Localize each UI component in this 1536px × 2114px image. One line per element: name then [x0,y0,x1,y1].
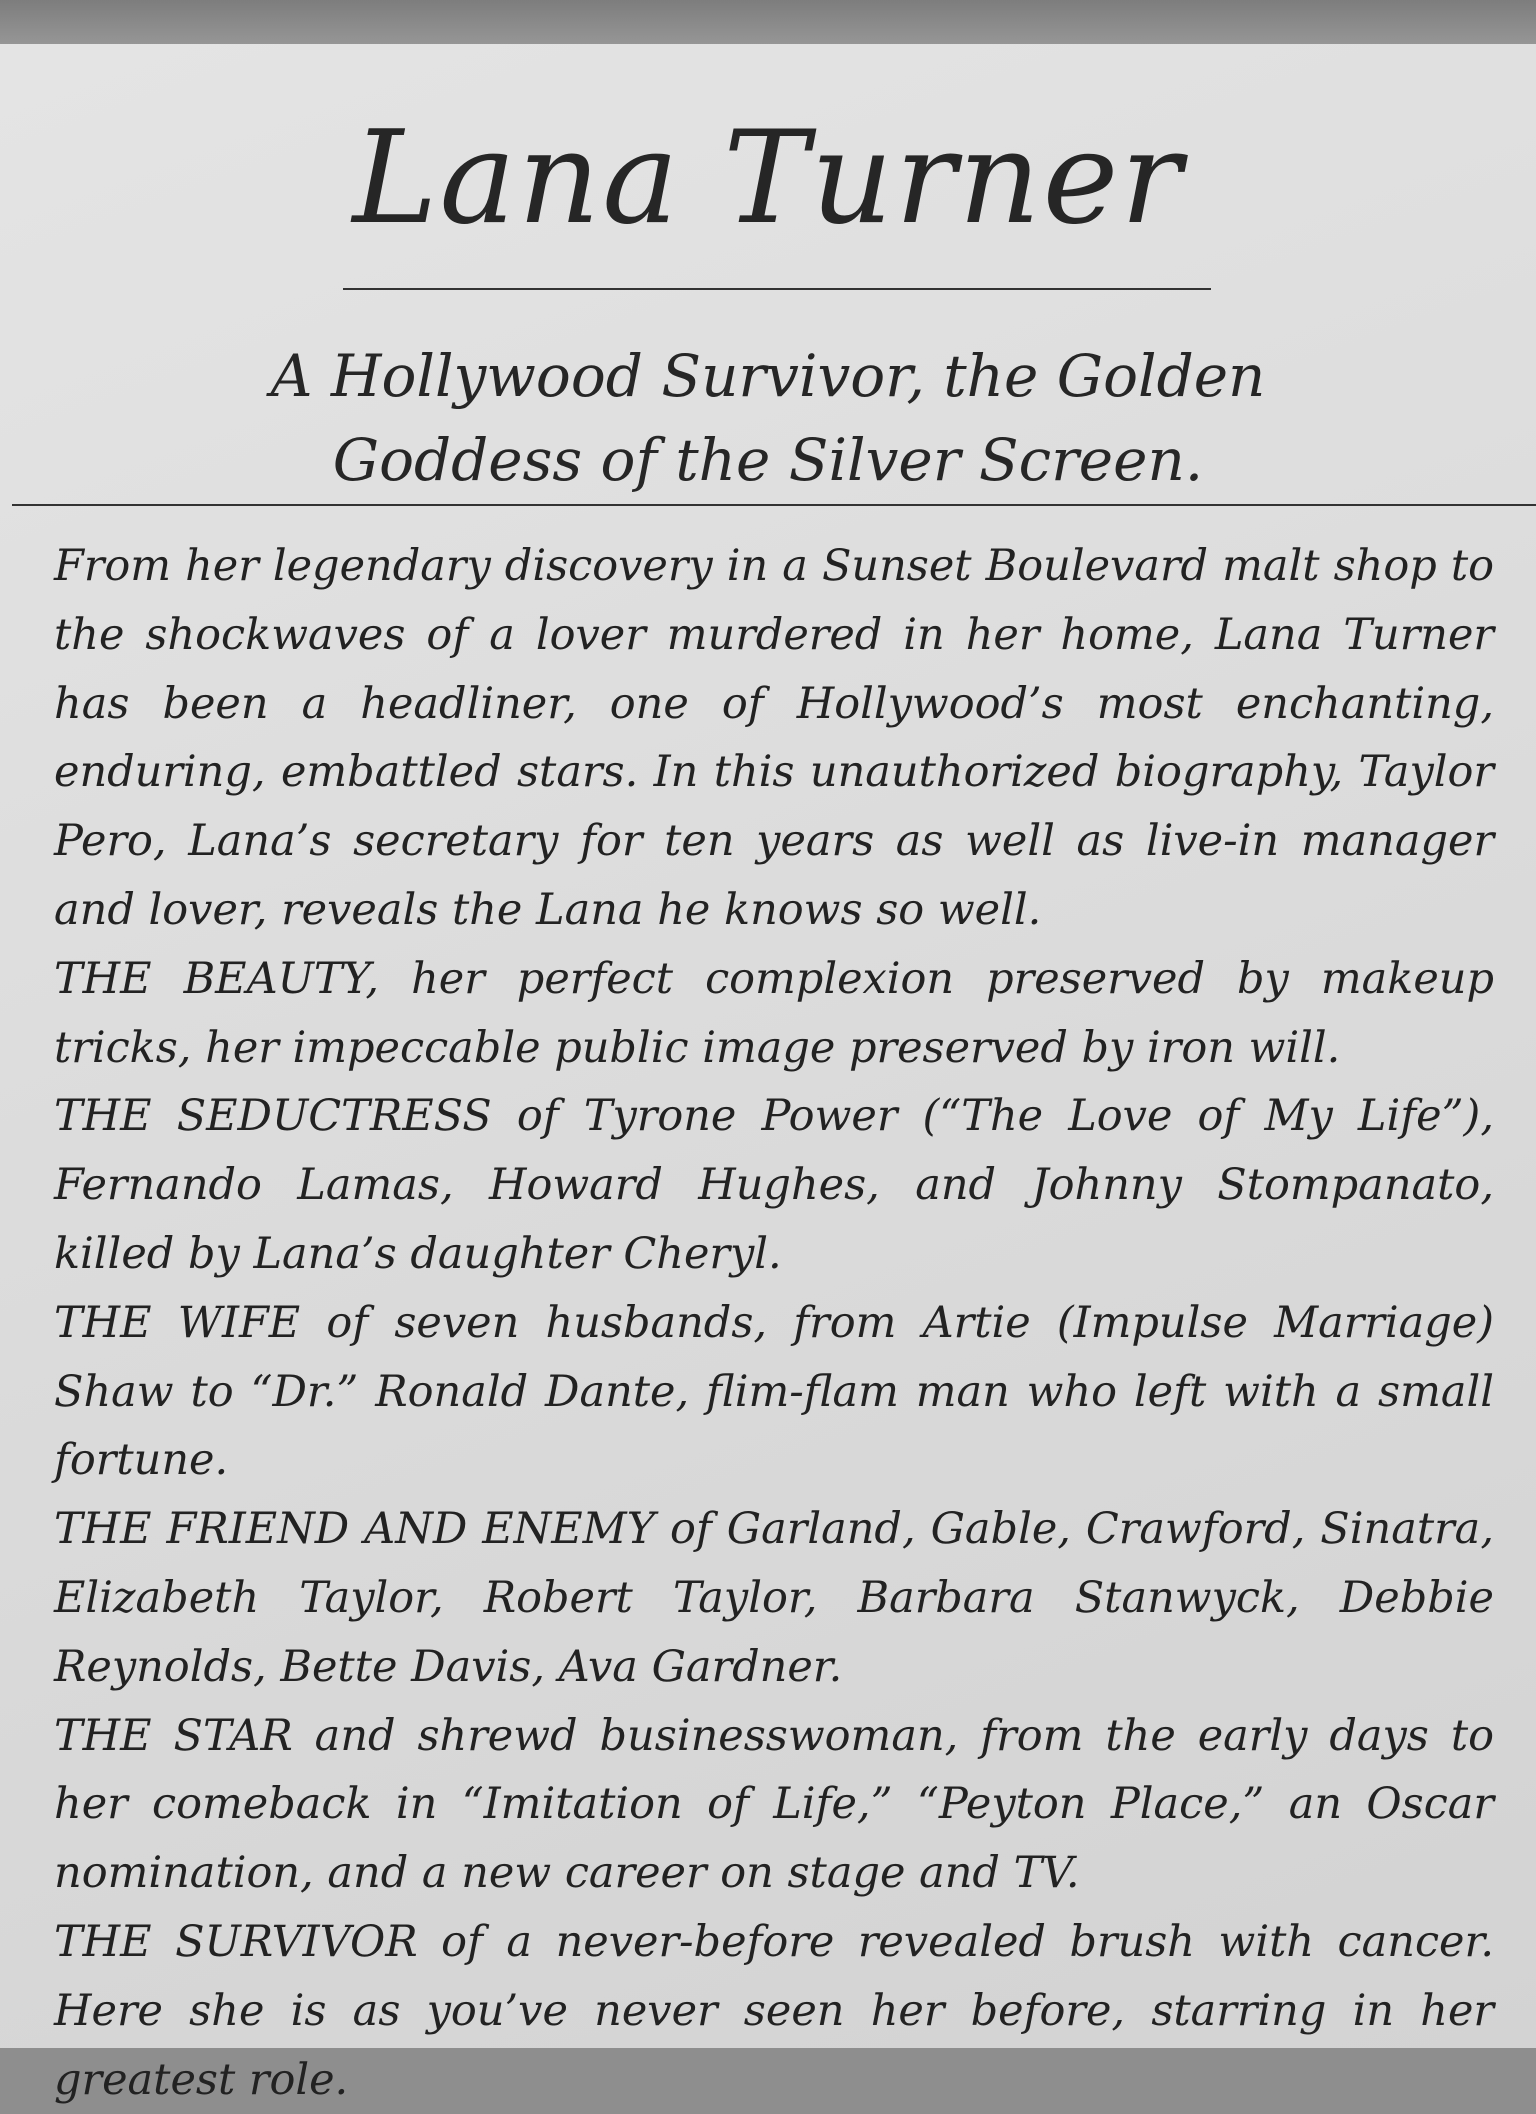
blurb-beauty-paragraph: THE BEAUTY, her perfect complexion preserved by makeup tricks, her impeccable public image preserved by iron will. [54,953,1494,1073]
blurb-text [54,532,1494,2114]
body-divider [12,504,1536,506]
blurb-friend-enemy-paragraph: THE FRIEND AND ENEMY of Garland, Gable, Crawford, Sinatra, Elizabeth Taylor, Robert Taylor, Barbara Stanwyck, Debbie Reynolds, Bette Davis, Ava Gardner. [54,1504,1494,1692]
blurb-seductress-paragraph: THE SEDUCTRESS of Tyrone Power (“The Love of My Life”), Fernando Lamas, Howard Hughes, and Johnny Stompanato, killed by Lana’s daughter Cheryl. [54,1091,1494,1279]
title-divider [343,288,1211,290]
book-back-cover [0,44,1536,2105]
book-title: Lana Turner [352,104,1184,253]
subtitle-line-2: Goddess of the Silver Screen. [332,426,1204,494]
blurb-wife-paragraph: THE WIFE of seven husbands, from Artie (Impulse Marriage) Shaw to “Dr.” Ronald Dante, flim-flam man who left with a small fortune. [54,1297,1494,1486]
blurb-intro-paragraph: From her legendary discovery in a Sunset Boulevard malt shop to the shockwaves of a lover murdered in her home, Lana Turner has been a headliner, one of Hollywood’s most enchanting, enduring, embattled stars. In this unauthorized biography, Taylor Pero, Lana’s secretary for ten years as well as live-in manager and lover, reveals the Lana he knows so well. [54,541,1494,935]
subtitle-line-1: A Hollywood Survivor, the Golden [270,342,1266,410]
book-subtitle [0,334,1536,502]
blurb-star-paragraph: THE STAR and shrewd businesswoman, from the early days to her comeback in “Imitation of Life,” “Peyton Place,” an Oscar nomination, and a new career on stage and TV. [54,1710,1494,1899]
blurb-survivor-paragraph: THE SURVIVOR of a never-before revealed brush with cancer. Here she is as you’ve never seen her before, starring in her greatest role. [54,1916,1494,2105]
